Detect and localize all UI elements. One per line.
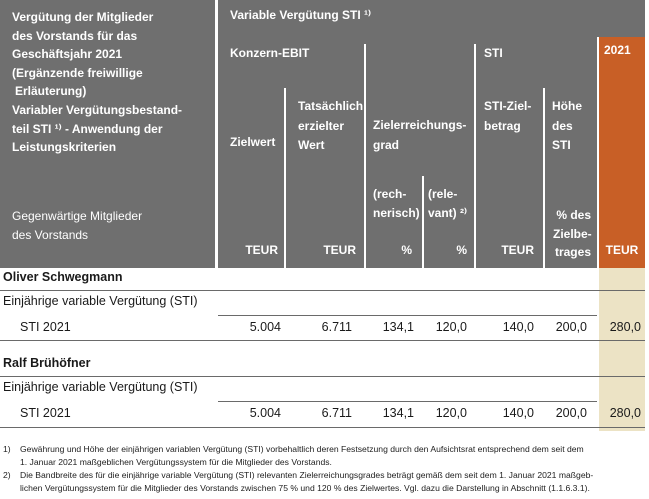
col-sti-zielbetrag: STI-Ziel- betrag <box>484 99 532 133</box>
value-tatsaechlich: 6.711 <box>321 406 352 420</box>
category-label: Einjährige variable Vergütung (STI) <box>3 294 198 308</box>
value-sti-zielbetrag: 140,0 <box>502 320 534 334</box>
table-subtitle: Gegenwärtige Mitglieder des Vorstands <box>12 209 143 242</box>
unit-tatsaechlich: TEUR <box>323 243 356 257</box>
table-title: Vergütung der Mitglieder des Vorstands für das Geschäftsjahr 2021 (Ergänzende freiwillige Erläuterung) Variabler Vergütungsbestand- teil STI ¹⁾ - Anwendung der Leistungskriterien <box>12 10 183 155</box>
value-relevant: 120,0 <box>435 406 467 420</box>
col-relevant: (rele- vant) ²⁾ <box>428 187 467 220</box>
unit-sti-zielbetrag: TEUR <box>501 243 534 257</box>
member-name: Oliver Schwegmann <box>3 270 123 284</box>
value-sti-zielbetrag: 140,0 <box>502 406 534 420</box>
unit-relevant: % <box>456 243 467 257</box>
category-label: Einjährige variable Vergütung (STI) <box>3 380 198 394</box>
footnote-text: Die Bandbreite des für die einjährige variable Vergütung (STI) relevanten Zielerreichungsgrades beträgt gemäß dem seit dem 1. Januar 2021 maßgeb- lichen Vergütungssystem für die Mitglieder des Vorstands zwischen 75 % und 120 % des Zielwertes. Vgl. dazu die Darstellung in Abschnitt (1.1.6.3.1). <box>20 470 594 493</box>
value-tatsaechlich: 6.711 <box>321 320 352 334</box>
row-divider <box>0 376 645 377</box>
col-zielwert: Zielwert <box>230 135 276 149</box>
row-divider <box>218 401 597 402</box>
row-label: STI 2021 <box>20 320 71 334</box>
konzern-ebit-heading: Konzern-EBIT <box>230 46 310 60</box>
member-name: Ralf Brühöfner <box>3 356 91 370</box>
row-divider <box>0 427 645 428</box>
col-hoehe-des-sti: Höhe des STI <box>552 99 582 152</box>
unit-zielwert: TEUR <box>245 243 278 257</box>
unit-year: TEUR <box>605 243 639 257</box>
value-rechnerisch: 134,1 <box>382 406 414 420</box>
row-label: STI 2021 <box>20 406 71 420</box>
col-zielerreichungsgrad: Zielerreichungs- grad <box>373 118 467 152</box>
footnote-marker: 2) <box>3 470 11 480</box>
value-zielwert: 5.004 <box>249 320 281 334</box>
col-rechnerisch: (rech- nerisch) <box>373 187 420 220</box>
unit-rechnerisch: % <box>401 243 412 257</box>
group-title: Variable Vergütung STI ¹⁾ <box>230 8 371 22</box>
value-year: 280,0 <box>609 406 641 420</box>
value-prozent: 200,0 <box>555 406 587 420</box>
footnote-marker: 1) <box>3 444 11 454</box>
year-column-header <box>599 37 645 268</box>
sti-heading: STI <box>484 46 503 60</box>
row-divider <box>0 290 645 291</box>
value-prozent: 200,0 <box>555 320 587 334</box>
row-divider <box>218 315 597 316</box>
value-zielwert: 5.004 <box>249 406 281 420</box>
value-year: 280,0 <box>609 320 641 334</box>
year-heading: 2021 <box>604 43 631 57</box>
col-tatsaechlich: Tatsächlich erzielter Wert <box>298 99 364 152</box>
value-relevant: 120,0 <box>435 320 467 334</box>
col-prozent-zielbetrag: % des Zielbe- trages <box>553 208 592 259</box>
value-rechnerisch: 134,1 <box>382 320 414 334</box>
footnote-text: Gewährung und Höhe der einjährigen variablen Vergütung (STI) vorbehaltlich deren Festsetzung durch den Aufsichtsrat entsprechend dem seit dem 1. Januar 2021 maßgeblichen Vergütungssystem für die Mitglieder des Vorstands. <box>20 444 584 467</box>
row-divider <box>0 340 645 341</box>
